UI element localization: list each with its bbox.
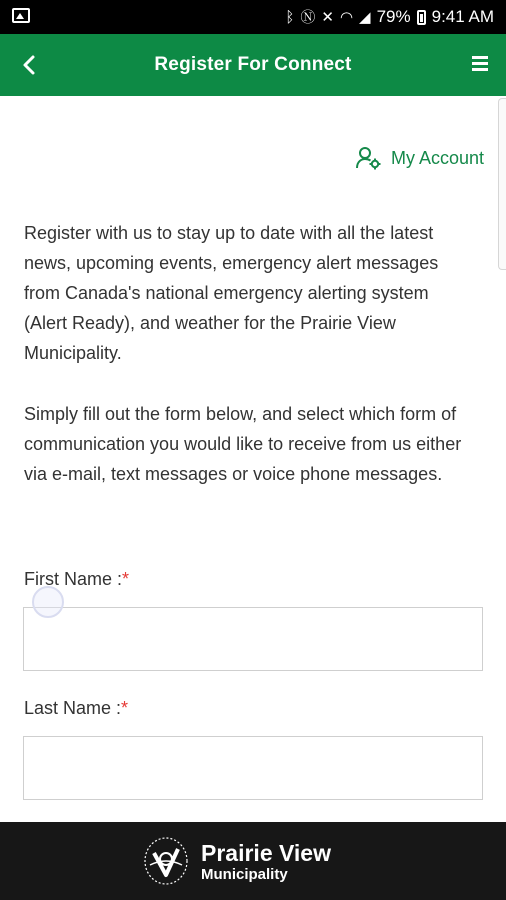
app-bar (0, 34, 506, 96)
footer (0, 822, 506, 900)
status-bar (0, 0, 506, 34)
user-settings-icon (355, 146, 381, 170)
signal-icon: ◢ (359, 8, 371, 26)
status-icons (285, 0, 494, 34)
mute-icon: ✕ (321, 8, 334, 26)
clock: 9:41 AM (431, 7, 494, 26)
last-name-label: Last Name :* (24, 698, 129, 718)
scrollbar[interactable] (498, 98, 506, 270)
touch-indicator (32, 586, 64, 618)
nfc-icon: Ⓝ (300, 8, 316, 26)
hamburger-menu-icon[interactable] (472, 56, 488, 72)
logo-text-main: Prairie View (201, 840, 331, 866)
gallery-icon (12, 8, 30, 23)
battery-icon (417, 10, 426, 25)
page-title: Register For Connect (154, 54, 352, 75)
intro-paragraph: Register with us to stay up to date with all the latest news, upcoming events, emergency alert messages from Canada's national emergency alerting system (Alert Ready), and weather for the Prairie View Municipality. (24, 223, 439, 363)
last-name-input[interactable] (23, 736, 483, 800)
first-name-input[interactable] (23, 607, 483, 671)
required-mark: * (122, 569, 130, 589)
bluetooth-icon: ᛒ (285, 8, 295, 26)
wifi-icon: ◠ (339, 8, 354, 26)
logo-text-sub: Municipality (201, 866, 288, 883)
first-name-label: First Name :* (24, 569, 130, 589)
instructions-paragraph: Simply fill out the form below, and select which form of communication you would like to receive from us either via e-mail, text messages or voice phone messages. (24, 404, 462, 484)
my-account-label: My Account (390, 147, 484, 168)
battery-percent: 79% (376, 7, 411, 26)
my-account-link[interactable] (355, 146, 484, 170)
required-mark: * (121, 698, 129, 718)
prairie-view-logo-icon (142, 835, 190, 887)
